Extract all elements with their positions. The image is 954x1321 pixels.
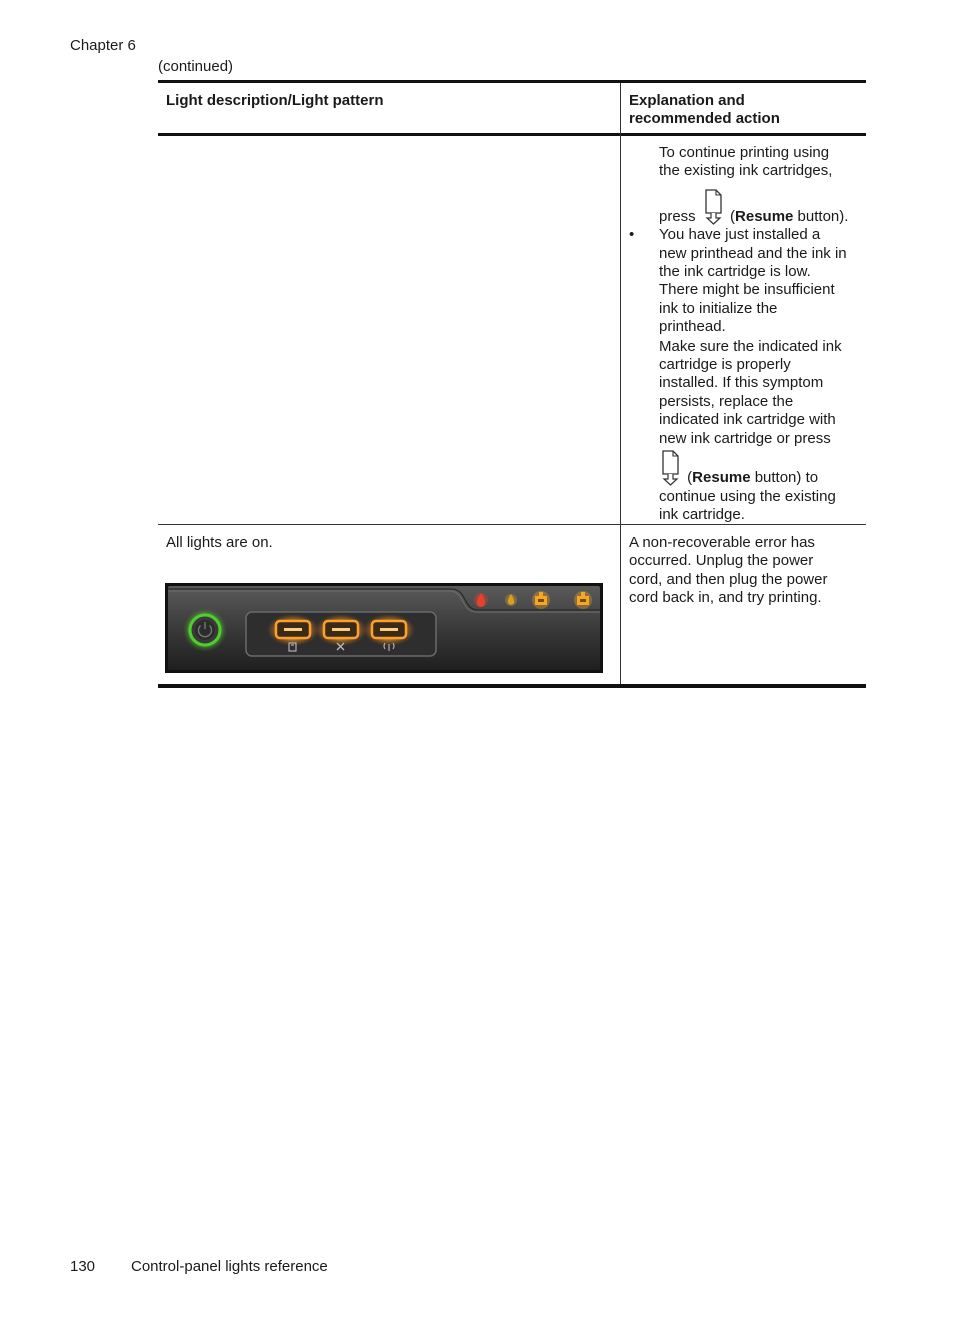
bullet-line: printhead. (659, 318, 726, 336)
column-header-explanation-line2: recommended action (629, 110, 780, 127)
intro-line: To continue printing using (659, 144, 830, 161)
wireless-button-light (363, 614, 415, 646)
bullet-line: the ink cartridge is low. (659, 263, 811, 281)
row1-explanation (629, 144, 864, 524)
page-number: 130 (70, 1258, 96, 1275)
resume-bold: Resume (735, 207, 794, 225)
action-line: new ink cartridge or press (659, 429, 831, 447)
resume-button-icon (659, 450, 681, 486)
color-cartridge-icon (574, 591, 592, 609)
row2-description: All lights are on. (166, 534, 273, 551)
resume-bold: Resume (692, 469, 751, 487)
resume-button-icon (702, 189, 724, 225)
power-icon (183, 608, 227, 652)
action-line: indicated ink cartridge with (659, 411, 836, 429)
bullet-symbol: • (629, 226, 635, 244)
cancel-button-light (315, 614, 367, 646)
bullet-line: new printhead and the ink in (659, 244, 847, 262)
table-bottom-rule (158, 684, 866, 688)
bullet-line: ink to initialize the (659, 299, 778, 317)
press-text: press (659, 207, 696, 225)
ink-drop-icon (505, 594, 517, 606)
explanation-line: cord back in, and try printing. (629, 589, 822, 607)
row2-explanation (629, 534, 859, 608)
tail-line: continue using the existing (659, 487, 836, 505)
explanation-line: cord, and then plug the power (629, 570, 828, 588)
action-line: persists, replace the (659, 392, 794, 410)
black-cartridge-icon (532, 591, 550, 609)
ink-drop-icon (474, 593, 488, 607)
column-header-explanation-line1: Explanation and (629, 92, 745, 109)
continued-label: (continued) (158, 58, 234, 75)
intro-line: the existing ink cartridges, (659, 162, 833, 180)
tail-line: ink cartridge. (659, 505, 745, 523)
bullet-line: You have just installed a (659, 226, 821, 244)
table-top-rule (158, 80, 866, 83)
resume-open: ( (687, 469, 693, 487)
table-header-rule (158, 133, 866, 136)
resume-close: button). (793, 207, 849, 225)
resume-open: ( (730, 207, 736, 225)
action-line: installed. If this symptom (659, 374, 824, 392)
resume-line (659, 450, 864, 487)
resume-close: button) to (750, 469, 819, 487)
action-line: Make sure the indicated ink (659, 337, 842, 355)
document-button-light (267, 614, 319, 646)
control-panel-illustration (165, 583, 603, 673)
explanation-line: A non-recoverable error has (629, 534, 815, 551)
footer-section-title: Control-panel lights reference (131, 1258, 328, 1275)
column-header-explanation (629, 92, 829, 128)
bullet-item (629, 226, 864, 524)
bullet-line: There might be insufficient (659, 281, 835, 299)
press-resume-line (659, 189, 864, 226)
chapter-label: Chapter 6 (70, 37, 136, 54)
column-header-light-description: Light description/Light pattern (166, 92, 384, 109)
explanation-line: occurred. Unplug the power (629, 552, 814, 570)
action-line: cartridge is properly (659, 356, 791, 374)
table-column-divider (620, 83, 621, 684)
